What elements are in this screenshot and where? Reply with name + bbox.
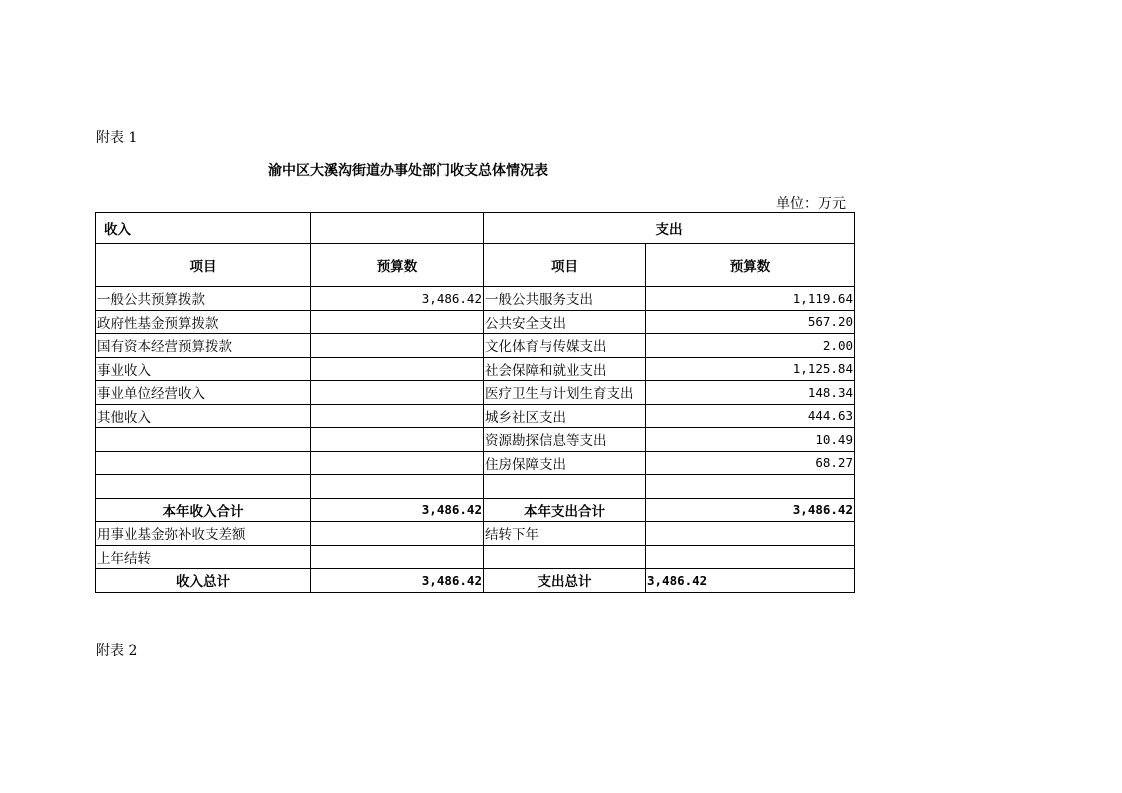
income-value <box>311 381 484 405</box>
attachment-label-2: 附表 2 <box>96 643 138 659</box>
year-expense-total-value: 3,486.42 <box>646 498 855 522</box>
expense-item: 资源勘探信息等支出 <box>484 428 646 452</box>
income-item <box>96 451 311 475</box>
income-item <box>96 475 311 499</box>
income-budget-col-header: 预算数 <box>311 244 484 287</box>
expense-value <box>646 475 855 499</box>
year-total-row <box>96 498 855 522</box>
income-value <box>311 428 484 452</box>
income-grand-total-label: 收入总计 <box>96 569 311 593</box>
carry-forward-label: 结转下年 <box>484 522 646 546</box>
unit-label: 单位：万元 <box>776 196 846 212</box>
expense-value: 148.34 <box>646 381 855 405</box>
expense-value: 68.27 <box>646 451 855 475</box>
income-value <box>311 451 484 475</box>
income-grand-total-value: 3,486.42 <box>311 569 484 593</box>
expense-header: 支出 <box>484 213 855 244</box>
fund-offset-value <box>311 522 484 546</box>
year-income-total-label: 本年收入合计 <box>96 498 311 522</box>
carry-row-blank-value <box>646 545 855 569</box>
expense-value: 1,125.84 <box>646 357 855 381</box>
expense-grand-total-label: 支出总计 <box>484 569 646 593</box>
table-subheader-row <box>96 244 855 287</box>
income-item: 事业收入 <box>96 357 311 381</box>
expense-value: 1,119.64 <box>646 287 855 311</box>
table-row <box>96 310 855 334</box>
table-row <box>96 428 855 452</box>
income-item: 政府性基金预算拨款 <box>96 310 311 334</box>
income-item: 事业单位经营收入 <box>96 381 311 405</box>
income-item: 国有资本经营预算拨款 <box>96 334 311 358</box>
expense-item: 社会保障和就业支出 <box>484 357 646 381</box>
expense-item: 一般公共服务支出 <box>484 287 646 311</box>
expense-item: 文化体育与传媒支出 <box>484 334 646 358</box>
table-row <box>96 381 855 405</box>
carry-row <box>96 545 855 569</box>
expense-item: 住房保障支出 <box>484 451 646 475</box>
expense-value: 567.20 <box>646 310 855 334</box>
expense-value: 2.00 <box>646 334 855 358</box>
table-row <box>96 451 855 475</box>
table-header-row <box>96 213 855 244</box>
income-value <box>311 310 484 334</box>
income-header-blank <box>311 213 484 244</box>
year-expense-total-label: 本年支出合计 <box>484 498 646 522</box>
grand-total-row <box>96 569 855 593</box>
income-value: 3,486.42 <box>311 287 484 311</box>
fund-offset-label: 用事业基金弥补收支差额 <box>96 522 311 546</box>
income-value <box>311 357 484 381</box>
prior-year-carry-value <box>311 545 484 569</box>
carry-forward-value <box>646 522 855 546</box>
expense-item-col-header: 项目 <box>484 244 646 287</box>
expense-budget-col-header: 预算数 <box>646 244 855 287</box>
table-row <box>96 334 855 358</box>
income-value <box>311 404 484 428</box>
prior-year-carry-label: 上年结转 <box>96 545 311 569</box>
income-header: 收入 <box>96 213 311 244</box>
expense-value: 444.63 <box>646 404 855 428</box>
budget-table <box>95 212 855 593</box>
income-value <box>311 475 484 499</box>
expense-grand-total-value: 3,486.42 <box>646 569 855 593</box>
table-row <box>96 404 855 428</box>
expense-item: 医疗卫生与计划生育支出 <box>484 381 646 405</box>
fund-row <box>96 522 855 546</box>
year-income-total-value: 3,486.42 <box>311 498 484 522</box>
carry-row-blank-item <box>484 545 646 569</box>
table-row <box>96 287 855 311</box>
income-item: 其他收入 <box>96 404 311 428</box>
income-item-col-header: 项目 <box>96 244 311 287</box>
attachment-label-1: 附表 1 <box>96 130 138 146</box>
expense-item: 城乡社区支出 <box>484 404 646 428</box>
page-title: 渝中区大溪沟街道办事处部门收支总体情况表 <box>268 163 548 179</box>
expense-item: 公共安全支出 <box>484 310 646 334</box>
expense-value: 10.49 <box>646 428 855 452</box>
income-item <box>96 428 311 452</box>
table-row <box>96 357 855 381</box>
expense-item <box>484 475 646 499</box>
table-row <box>96 475 855 499</box>
income-item: 一般公共预算拨款 <box>96 287 311 311</box>
income-value <box>311 334 484 358</box>
